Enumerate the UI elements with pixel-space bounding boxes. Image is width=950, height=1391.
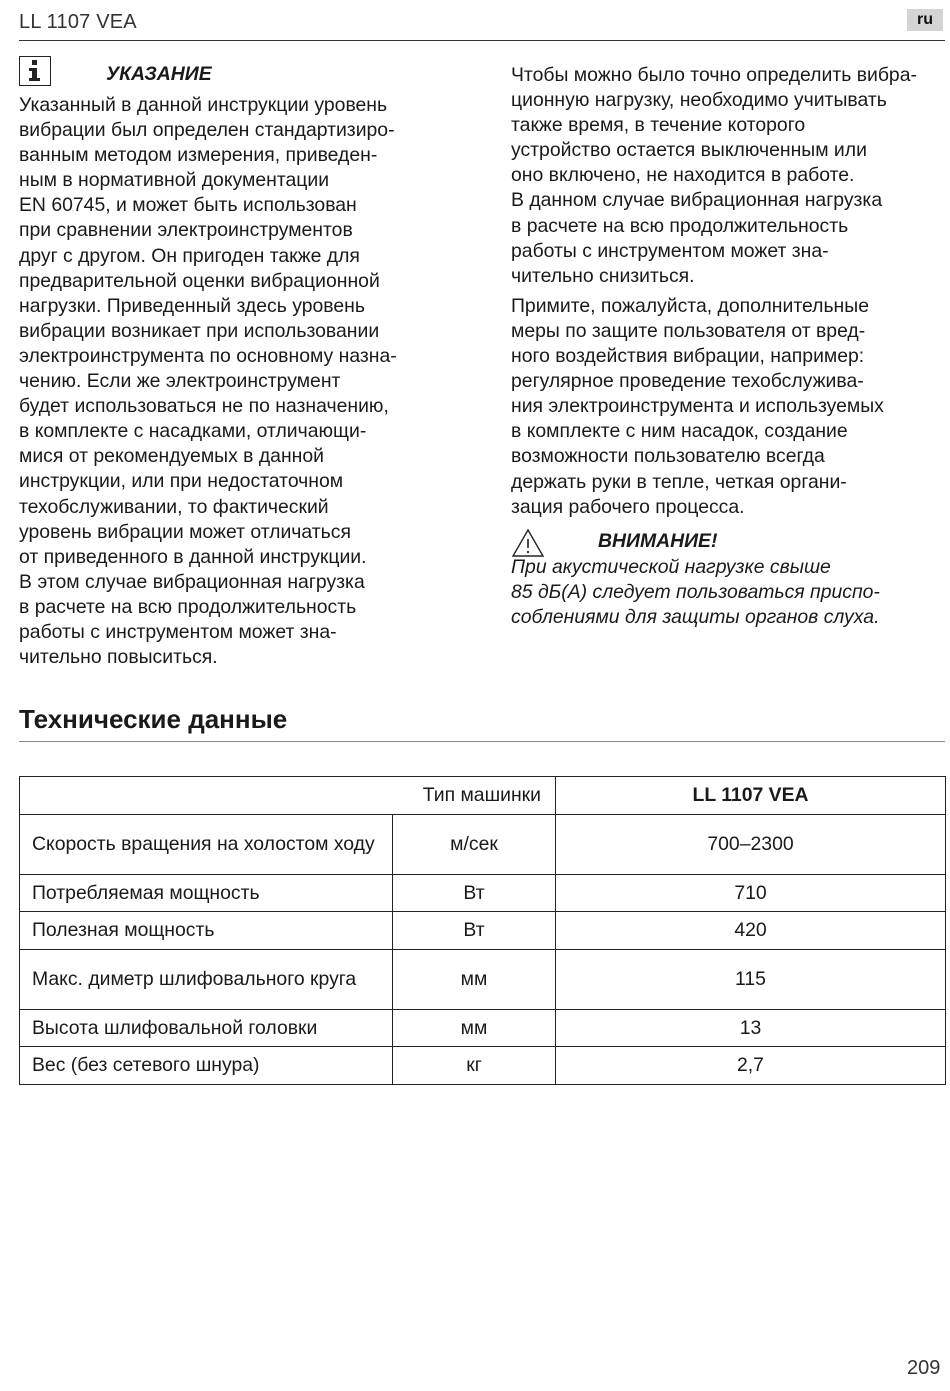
row-name: Макс. диметр шлифовального круга (20, 950, 393, 1010)
row-value: 13 (556, 1010, 946, 1047)
row-unit: м/сек (393, 815, 556, 875)
warning-heading: ВНИМАНИЕ! (598, 530, 718, 552)
section-divider (19, 741, 945, 742)
text-line: меры по защите пользователя от вред- (511, 319, 866, 342)
text-line: в расчете на всю продолжительность (511, 214, 849, 237)
text-line: Примите, пожалуйста, дополнительные (511, 294, 869, 317)
row-value: 710 (556, 875, 946, 912)
warning-text (511, 555, 946, 630)
text-line: В этом случае вибрационная нагрузка (19, 570, 365, 593)
row-unit: мм (393, 1010, 556, 1047)
text-line: ного воздействия вибрации, например: (511, 345, 865, 368)
warning-triangle-icon (511, 528, 545, 558)
text-line: чительно повыситься. (19, 646, 218, 669)
text-line: ванным методом измерения, приведен- (19, 144, 378, 167)
header-title: LL 1107 VEA (19, 11, 137, 33)
text-line: соблениями для защиты органов слуха. (511, 606, 880, 629)
text-line: ным в нормативной документации (19, 169, 330, 192)
text-line: при сравнении электроинструментов (19, 219, 353, 242)
text-line: регулярное проведение техобслужива- (511, 370, 864, 393)
row-name: Скорость вращения на холостом ходу (20, 815, 393, 875)
text-line: чению. Если же электроинструмент (19, 370, 341, 393)
row-name: Полезная мощность (20, 912, 393, 950)
text-line: работы с инструментом может зна- (19, 620, 337, 643)
text-line: в комплекте с ним насадок, создание (511, 420, 848, 443)
text-line: нагрузки. Приведенный здесь уровень (19, 294, 365, 317)
text-line: будет использоваться не по назначению, (19, 395, 389, 418)
row-value: 700–2300 (556, 815, 946, 875)
notice-text (19, 93, 469, 670)
table-header-row (20, 777, 946, 815)
table-row (20, 950, 946, 1010)
table-row (20, 815, 946, 875)
text-line: вибрации возникает при использовании (19, 319, 380, 342)
type-label: Тип машинки (20, 777, 556, 815)
text-line: работы с инструментом может зна- (511, 239, 829, 262)
text-line: от приведенного в данной инструкции. (19, 545, 367, 568)
text-line: В данном случае вибрационная нагрузка (511, 189, 883, 212)
row-name: Высота шлифовальной головки (20, 1010, 393, 1047)
row-name: Потребляемая мощность (20, 875, 393, 912)
notice-heading: УКАЗАНИЕ (106, 63, 212, 85)
row-value: 115 (556, 950, 946, 1010)
section-title: Технические данные (19, 704, 288, 734)
text-line: ния электроинструмента и используемых (511, 395, 884, 418)
text-line: техобслуживании, то фактический (19, 495, 329, 518)
text-line: вибрации был определен стандартизиро- (19, 119, 395, 142)
text-line: 85 дБ(А) следует пользоваться приспо- (511, 581, 880, 604)
text-line: друг с другом. Он пригоден также для (19, 244, 360, 267)
text-line: устройство остается выключенным или (511, 139, 867, 162)
text-line: также время, в течение которого (511, 114, 806, 137)
row-unit: мм (393, 950, 556, 1010)
text-line: зация рабочего процесса. (511, 495, 745, 518)
text-line: держать руки в тепле, четкая органи- (511, 470, 847, 493)
text-line: электроинструмента по основному назна- (19, 344, 397, 367)
text-line: инструкции, или при недостаточном (19, 470, 344, 493)
table-row (20, 912, 946, 950)
text-line: Чтобы можно было точно определить вибра- (511, 64, 917, 86)
row-unit: Вт (393, 875, 556, 912)
text-line: мися от рекомендуемых в данной (19, 445, 324, 468)
text-line: возможности пользователю всегда (511, 445, 825, 468)
row-value: 420 (556, 912, 946, 950)
text-line: в расчете на всю продолжительность (19, 595, 357, 618)
text-line: в комплекте с насадками, отличающи- (19, 420, 367, 443)
table-row (20, 1047, 946, 1085)
text-line: чительно снизиться. (511, 264, 695, 287)
text-line: Указанный в данной инструкции уровень (19, 94, 388, 116)
row-value: 2,7 (556, 1047, 946, 1085)
info-icon (19, 56, 51, 86)
row-unit: Вт (393, 912, 556, 950)
text-line: ционную нагрузку, необходимо учитывать (511, 89, 887, 112)
row-unit: кг (393, 1047, 556, 1085)
table-row (20, 1010, 946, 1047)
table-row (20, 875, 946, 912)
text-line: При акустической нагрузке свыше (511, 556, 831, 578)
language-badge: ru (907, 9, 943, 31)
text-line: уровень вибрации может отличаться (19, 520, 351, 543)
text-line: EN 60745, и может быть использован (19, 194, 357, 217)
model-name: LL 1107 VEA (556, 777, 946, 815)
header-divider (19, 40, 945, 41)
right-column-text (511, 63, 946, 520)
row-name: Вес (без сетевого шнура) (20, 1047, 393, 1085)
text-line: предварительной оценки вибрационной (19, 269, 380, 292)
spec-table (19, 776, 946, 1085)
page-number: 209 (907, 1357, 941, 1379)
text-line: оно включено, не находится в работе. (511, 164, 855, 187)
